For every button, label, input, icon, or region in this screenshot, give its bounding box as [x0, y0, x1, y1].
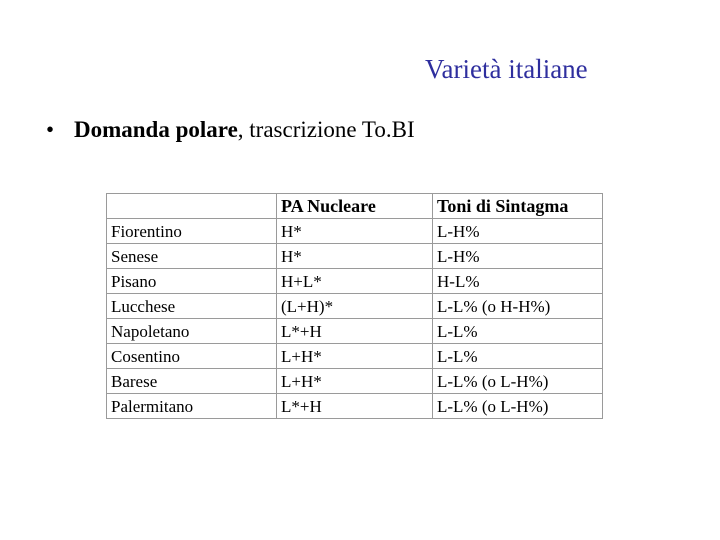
bullet-point: •	[46, 117, 55, 142]
table-cell-pa-nucleare: L*+H	[277, 394, 433, 419]
table-cell-toni: L-L%	[433, 344, 603, 369]
table-cell-variety: Barese	[107, 369, 277, 394]
table-cell-pa-nucleare: H*	[277, 219, 433, 244]
table-cell-variety: Palermitano	[107, 394, 277, 419]
table-cell-pa-nucleare: (L+H)*	[277, 294, 433, 319]
table-cell-toni: L-L% (o L-H%)	[433, 394, 603, 419]
table-cell-variety: Lucchese	[107, 294, 277, 319]
table-row	[107, 319, 603, 344]
table-cell-variety: Cosentino	[107, 344, 277, 369]
table-cell-toni: H-L%	[433, 269, 603, 294]
table-cell-variety: Pisano	[107, 269, 277, 294]
table-row	[107, 244, 603, 269]
column-header	[107, 194, 277, 219]
bullet-rest-text: , trascrizione To.BI	[237, 117, 415, 142]
table-row	[107, 269, 603, 294]
table-cell-variety: Fiorentino	[107, 219, 277, 244]
column-header: Toni di Sintagma	[433, 194, 603, 219]
table-row	[107, 219, 603, 244]
table-cell-pa-nucleare: L+H*	[277, 369, 433, 394]
table-row	[107, 344, 603, 369]
table-cell-variety: Napoletano	[107, 319, 277, 344]
table-row	[107, 369, 603, 394]
table-cell-variety: Senese	[107, 244, 277, 269]
column-header: PA Nucleare	[277, 194, 433, 219]
table-cell-toni: L-H%	[433, 244, 603, 269]
table-row	[107, 394, 603, 419]
table-header-row	[107, 194, 603, 219]
table-cell-pa-nucleare: H*	[277, 244, 433, 269]
slide-title: Varietà italiane	[425, 54, 588, 84]
table-cell-toni: L-L% (o L-H%)	[433, 369, 603, 394]
table-cell-pa-nucleare: H+L*	[277, 269, 433, 294]
bullet-item	[46, 117, 415, 143]
bullet-bold-text: Domanda polare	[74, 117, 238, 142]
table-cell-toni: L-L%	[433, 319, 603, 344]
tobi-table	[106, 193, 603, 419]
table-cell-pa-nucleare: L*+H	[277, 319, 433, 344]
table-row	[107, 294, 603, 319]
table-cell-toni: L-L% (o H-H%)	[433, 294, 603, 319]
table-cell-pa-nucleare: L+H*	[277, 344, 433, 369]
table-cell-toni: L-H%	[433, 219, 603, 244]
